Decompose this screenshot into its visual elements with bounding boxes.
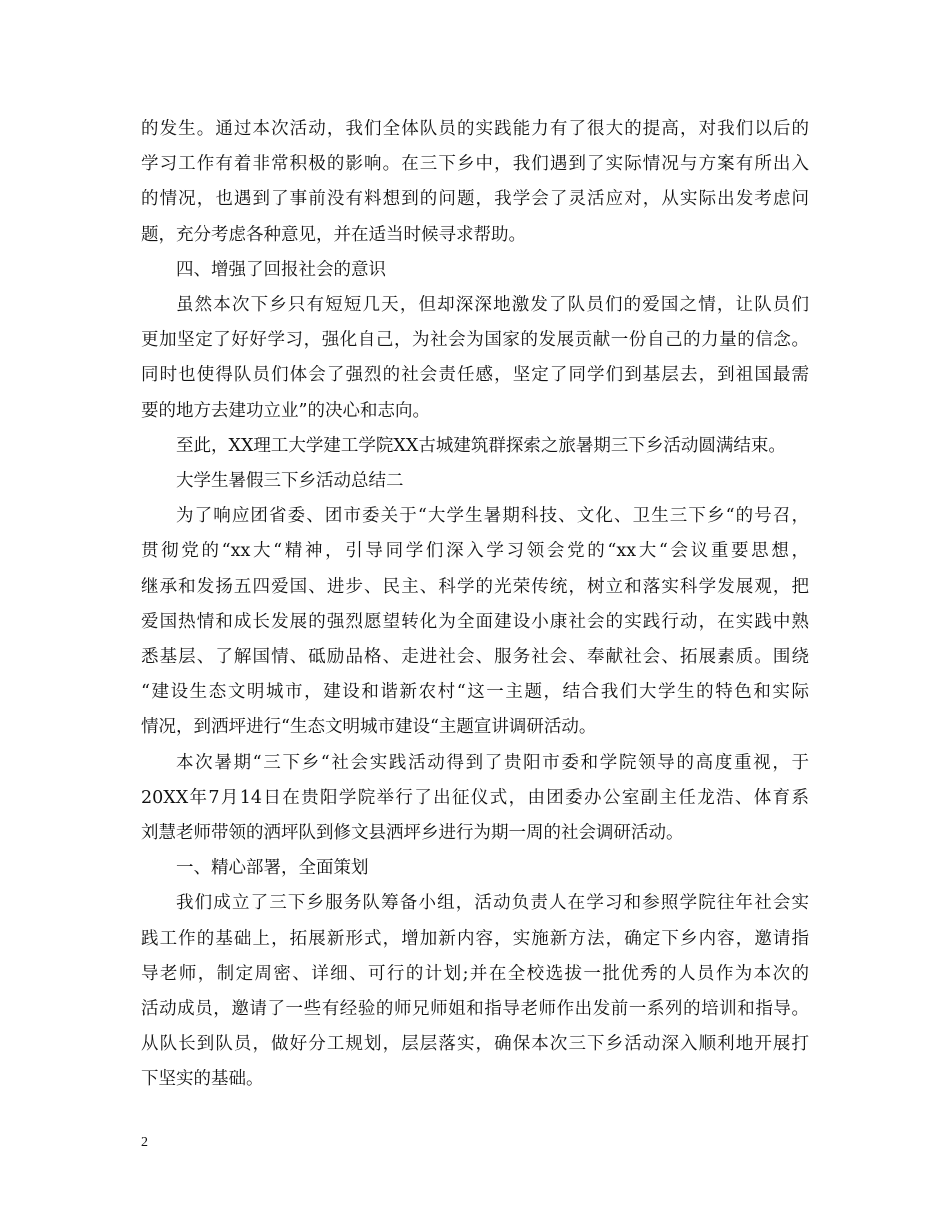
text-line: 的情况，也遇到了事前没有料想到的问题，我学会了灵活应对，从实际出发考虑问 [141, 189, 809, 210]
text-line: 四、增强了回报社会的意识 [176, 259, 386, 280]
text-line: 至此，XX理工大学建工学院XX古城建筑群探索之旅暑期三下乡活动圆满结束。 [176, 435, 786, 456]
text-line: 践工作的基础上，拓展新形式，增加新内容，实施新方法，确定下乡内容，邀请指 [141, 928, 809, 949]
paragraph [141, 464, 809, 499]
text-line: 一、精心部署，全面策划 [176, 858, 369, 879]
text-line: 为了响应团省委、团市委关于“大学生暑期科技、文化、卫生三下乡“的号召， [176, 506, 809, 527]
paragraph [141, 499, 809, 745]
paragraph [141, 112, 809, 253]
text-line: 20XX年7月14日在贵阳学院举行了出征仪式，由团委办公室副主任龙浩、体育系 [141, 787, 809, 808]
text-line: 我们成立了三下乡服务队筹备小组，活动负责人在学习和参照学院往年社会实 [176, 893, 809, 914]
text-line: 继承和发扬五四爱国、进步、民主、科学的光荣传统，树立和落实科学发展观，把 [141, 576, 809, 597]
text-line: 同时也使得队员们体会了强烈的社会责任感，坚定了同学们到基层去，到祖国最需 [141, 365, 809, 386]
paragraph [141, 253, 809, 288]
paragraph [141, 746, 809, 852]
text-line: “建设生态文明城市，建设和谐新农村“这一主题，结合我们大学生的特色和实际 [141, 682, 809, 703]
paragraph [141, 429, 809, 464]
text-line: 学习工作有着非常积极的影响。在三下乡中，我们遇到了实际情况与方案有所出入 [141, 154, 809, 175]
paragraph [141, 851, 809, 886]
page-number: 2 [141, 1135, 148, 1150]
text-line: 情况，到洒坪进行“生态文明城市建设“主题宣讲调研活动。 [141, 717, 597, 738]
text-line: 本次暑期“三下乡“社会实践活动得到了贵阳市委和学院领导的高度重视，于 [176, 752, 809, 773]
text-line: 导老师，制定周密、详细、可行的计划;并在全校选拔一批优秀的人员作为本次的 [141, 963, 809, 984]
text-line: 悉基层、了解国情、砥励品格、走进社会、服务社会、奉献社会、拓展素质。围绕 [141, 647, 809, 668]
text-line: 从队长到队员，做好分工规划，层层落实，确保本次三下乡活动深入顺利地开展打 [141, 1034, 809, 1055]
text-line: 活动成员，邀请了一些有经验的师兄师姐和指导老师作出发前一系列的培训和指导。 [141, 999, 809, 1020]
paragraph [141, 886, 809, 1097]
text-line: 要的地方去建功立业”的决心和志向。 [141, 400, 430, 421]
paragraph [141, 288, 809, 429]
text-line: 大学生暑假三下乡活动总结二 [176, 471, 404, 492]
text-line: 题，充分考虑各种意见，并在适当时候寻求帮助。 [141, 224, 526, 245]
text-line: 爱国热情和成长发展的强烈愿望转化为全面建设小康社会的实践行动，在实践中熟 [141, 611, 809, 632]
text-line: 贯彻党的“xx大“精神，引导同学们深入学习领会党的“xx大“会议重要思想， [141, 541, 809, 562]
document-body [141, 112, 809, 1098]
text-line: 下坚实的基础。 [141, 1069, 264, 1090]
text-line: 刘慧老师带领的洒坪队到修文县洒坪乡进行为期一周的社会调研活动。 [141, 823, 684, 844]
text-line: 的发生。通过本次活动，我们全体队员的实践能力有了很大的提高，对我们以后的 [141, 119, 809, 139]
text-line: 虽然本次下乡只有短短几天，但却深深地激发了队员们的爱国之情，让队员们 [176, 295, 809, 316]
text-line: 更加坚定了好好学习，强化自己，为社会为国家的发展贡献一份自己的力量的信念。 [141, 330, 809, 351]
